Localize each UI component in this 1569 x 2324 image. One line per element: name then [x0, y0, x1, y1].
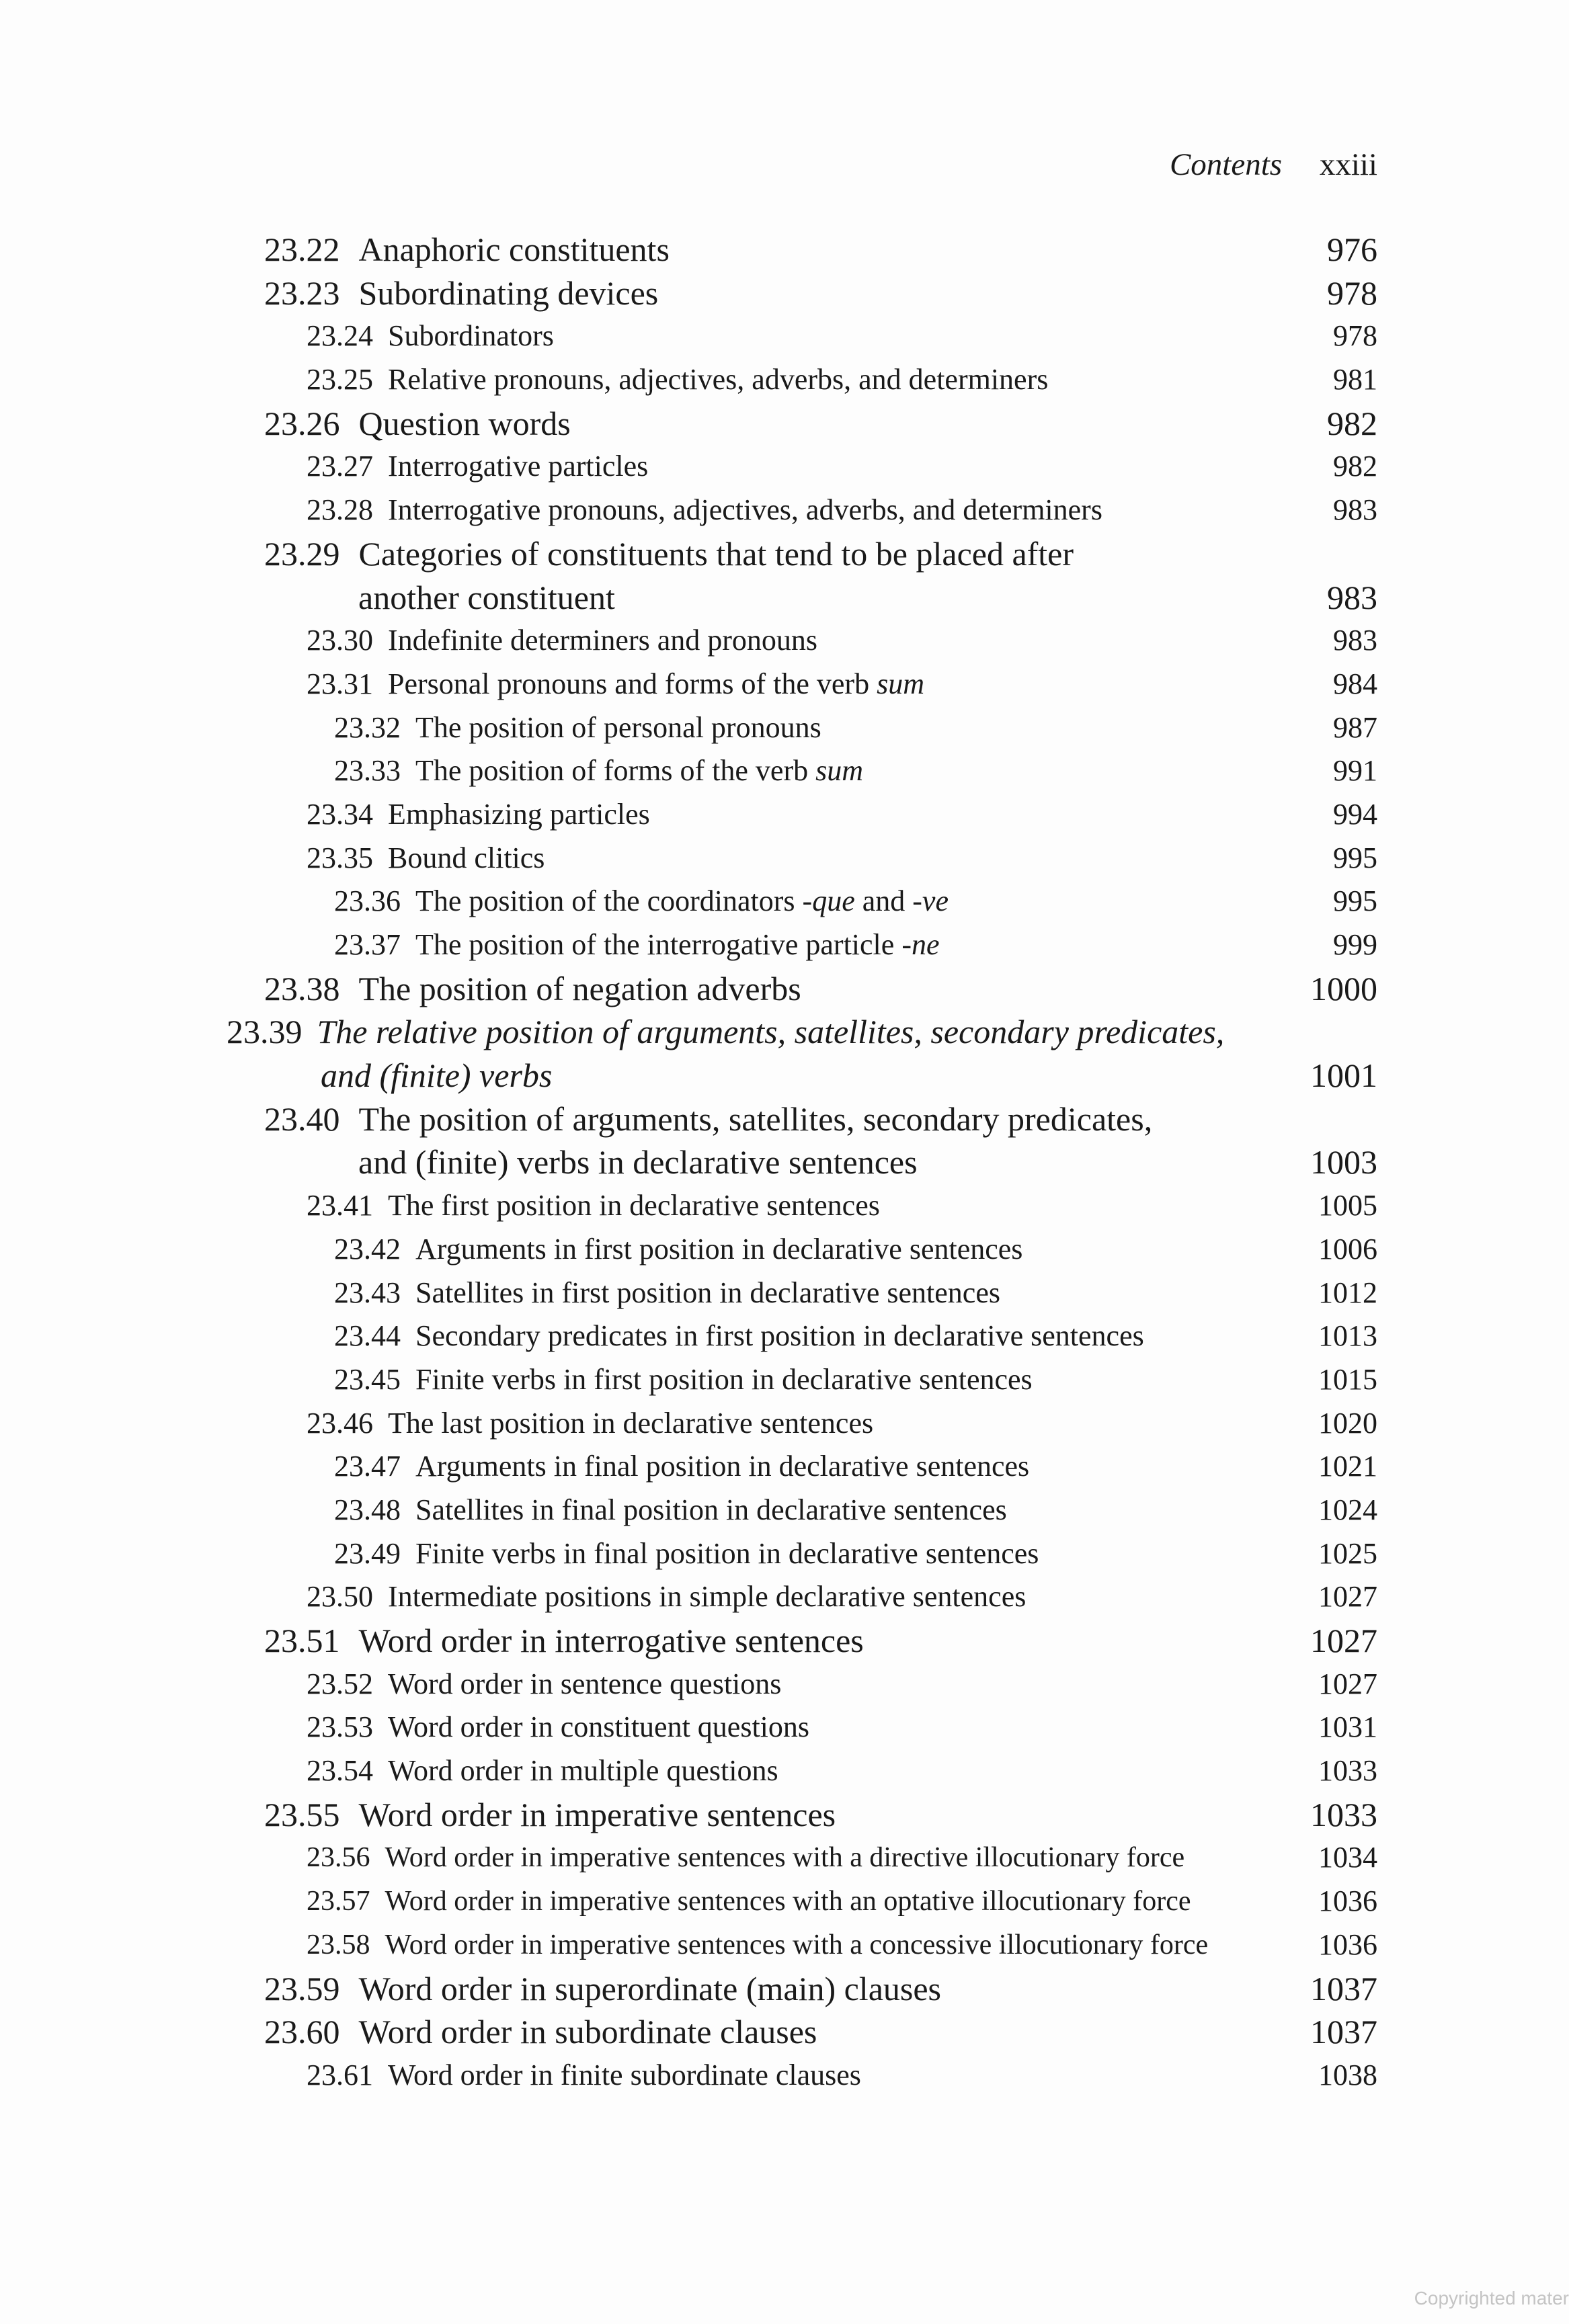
entry-number: 23.57	[307, 1886, 370, 1917]
entry-title: Word order in multiple questions	[388, 1754, 778, 1788]
entry-page: 1034	[1318, 1841, 1377, 1874]
toc-entry	[0, 1315, 1569, 1358]
toc-entry	[0, 1532, 1569, 1576]
entry-title: The last position in declarative sentences	[388, 1406, 874, 1440]
entry-title: The position of personal pronouns	[415, 710, 821, 744]
entry-title: Secondary predicates in first position in declarative sentences	[415, 1319, 1144, 1353]
entry-title: Finite verbs in first position in declarative sentences	[415, 1362, 1033, 1396]
toc-entry	[0, 1575, 1569, 1619]
entry-title: The position of negation adverbs	[358, 969, 801, 1007]
toc-entry	[0, 793, 1569, 837]
entry-title: Word order in constituent questions	[388, 1710, 810, 1744]
entry-page: 1033	[1310, 1795, 1377, 1833]
entry-page: 995	[1333, 841, 1377, 874]
toc-entry	[0, 1010, 1569, 1097]
toc-entry	[0, 1358, 1569, 1402]
entry-number: 23.33	[334, 754, 401, 788]
toc-entry	[0, 967, 1569, 1011]
toc-entry	[0, 532, 1569, 619]
entry-title: Word order in finite subordinate clauses	[388, 2058, 861, 2091]
entry-page: 978	[1327, 274, 1377, 312]
entry-number: 23.34	[307, 797, 373, 831]
toc-entry	[0, 1706, 1569, 1749]
entry-number: 23.23	[264, 274, 340, 312]
entry-page: 983	[1333, 624, 1377, 657]
entry-title: Interrogative pronouns, adjectives, adverbs, and determiners	[388, 493, 1102, 527]
entry-page: 984	[1333, 667, 1377, 700]
entry-number: 23.46	[307, 1406, 373, 1440]
entry-number: 23.22	[264, 231, 340, 268]
entry-title-line2: and (finite) verbs in declarative sentences	[358, 1143, 918, 1181]
entry-number: 23.55	[264, 1795, 340, 1833]
running-header	[1170, 147, 1377, 183]
toc-entry	[0, 228, 1569, 272]
entry-number: 23.32	[334, 710, 401, 744]
entry-number: 23.29	[264, 534, 340, 573]
entry-page: 982	[1327, 404, 1377, 442]
toc-entry	[0, 1967, 1569, 2011]
entry-number: 23.44	[334, 1319, 401, 1353]
entry-page: 995	[1333, 884, 1377, 918]
entry-number: 23.35	[307, 841, 373, 874]
entry-number: 23.28	[307, 493, 373, 527]
entry-number: 23.51	[264, 1622, 340, 1660]
toc-entry	[0, 2054, 1569, 2098]
entry-title-line1: Categories of constituents that tend to be placed after	[358, 534, 1074, 573]
entry-title: The first position in declarative sentences	[388, 1189, 880, 1222]
running-title: Contents	[1169, 147, 1283, 182]
toc-entry	[0, 1880, 1569, 1923]
entry-page: 976	[1327, 230, 1377, 268]
entry-title: Bound clitics	[388, 841, 545, 874]
entry-title: Intermediate positions in simple declarative sentences	[388, 1580, 1027, 1614]
entry-title-line1: The position of arguments, satellites, secondary predicates,	[358, 1099, 1153, 1138]
entry-title: Question words	[358, 404, 571, 442]
entry-number: 23.56	[307, 1842, 370, 1874]
entry-number: 23.38	[264, 969, 340, 1007]
entry-number: 23.31	[307, 667, 373, 700]
entry-page: 999	[1333, 928, 1377, 961]
entry-page: 1027	[1318, 1667, 1377, 1700]
entry-title: Word order in superordinate (main) clauses	[358, 1969, 942, 2007]
toc-entry	[0, 2010, 1569, 2054]
entry-page: 1021	[1318, 1450, 1377, 1483]
entry-title: The position of the coordinators -que and -ve	[415, 884, 949, 918]
entry-page: 987	[1333, 710, 1377, 744]
toc-entry	[0, 1489, 1569, 1532]
toc-entry	[0, 1836, 1569, 1880]
entry-page: 981	[1333, 363, 1377, 397]
toc-entry	[0, 1402, 1569, 1446]
entry-number: 23.39	[227, 1013, 303, 1051]
toc-entry	[0, 402, 1569, 446]
entry-number: 23.47	[334, 1450, 401, 1483]
table-of-contents	[0, 228, 1569, 2244]
toc-entry	[0, 619, 1569, 663]
entry-title: Indefinite determiners and pronouns	[388, 624, 818, 657]
entry-title-italic: -que	[802, 884, 855, 918]
entry-title: The position of the interrogative particle -ne	[415, 928, 940, 962]
entry-page: 994	[1333, 797, 1377, 831]
entry-number: 23.43	[334, 1276, 401, 1309]
entry-title-line2: another constituent	[358, 578, 615, 616]
entry-title: Word order in imperative sentences	[358, 1795, 836, 1833]
entry-title: Word order in imperative sentences with an optative illocutionary force	[385, 1886, 1191, 1917]
entry-number: 23.53	[307, 1710, 373, 1744]
entry-number: 23.54	[307, 1754, 373, 1788]
header-page-number: xxiii	[1319, 147, 1377, 182]
entry-number: 23.41	[307, 1189, 373, 1222]
entry-number: 23.40	[264, 1099, 340, 1138]
toc-entry	[0, 1793, 1569, 1837]
entry-page: 1025	[1318, 1536, 1377, 1570]
entry-title-italic: -ne	[901, 928, 940, 962]
entry-title: Arguments in first position in declarative sentences	[415, 1232, 1023, 1265]
entry-number: 23.26	[264, 404, 340, 442]
toc-entry	[0, 1228, 1569, 1272]
entry-page: 1037	[1310, 2013, 1377, 2051]
entry-title: Satellites in first position in declarative sentences	[415, 1276, 1000, 1309]
entry-page: 1001	[1310, 1056, 1377, 1095]
entry-number: 23.59	[264, 1969, 340, 2007]
toc-entry	[0, 1445, 1569, 1489]
entry-title: Finite verbs in final position in declarative sentences	[415, 1536, 1039, 1570]
entry-page: 1036	[1318, 1884, 1377, 1918]
entry-page: 1036	[1318, 1927, 1377, 1961]
toc-entry	[0, 1272, 1569, 1315]
entry-number: 23.48	[334, 1493, 401, 1526]
toc-entry	[0, 1749, 1569, 1793]
entry-page: 1003	[1310, 1143, 1377, 1181]
toc-entry	[0, 358, 1569, 402]
entry-page: 991	[1333, 754, 1377, 788]
entry-page: 1031	[1318, 1710, 1377, 1744]
toc-entry	[0, 706, 1569, 750]
entry-page: 1038	[1318, 2058, 1377, 2091]
entry-number: 23.36	[334, 884, 401, 918]
entry-page: 1037	[1310, 1969, 1377, 2007]
entry-page: 1033	[1318, 1754, 1377, 1788]
entry-title: Emphasizing particles	[388, 797, 650, 831]
entry-number: 23.61	[307, 2058, 373, 2091]
toc-entry	[0, 837, 1569, 880]
entry-number: 23.60	[264, 2013, 340, 2051]
entry-title: Relative pronouns, adjectives, adverbs, and determiners	[388, 363, 1049, 397]
entry-page: 1013	[1318, 1319, 1377, 1353]
entry-title: Anaphoric constituents	[358, 231, 670, 268]
entry-number: 23.58	[307, 1929, 370, 1960]
entry-title: Interrogative particles	[388, 450, 649, 483]
entry-page: 1006	[1318, 1232, 1377, 1265]
entry-page: 978	[1333, 319, 1377, 353]
toc-entry	[0, 489, 1569, 532]
entry-title: Word order in subordinate clauses	[358, 2013, 817, 2051]
toc-entry	[0, 1184, 1569, 1228]
entry-page: 983	[1333, 493, 1377, 527]
entry-number: 23.25	[307, 363, 373, 397]
entry-page: 1024	[1318, 1493, 1377, 1526]
entry-number: 23.37	[334, 928, 401, 962]
toc-entry	[0, 1923, 1569, 1967]
toc-entry	[0, 1097, 1569, 1184]
entry-title: Word order in sentence questions	[388, 1667, 782, 1700]
toc-entry	[0, 923, 1569, 967]
entry-page: 1015	[1318, 1362, 1377, 1396]
toc-entry	[0, 663, 1569, 706]
entry-title: Word order in imperative sentences with a directive illocutionary force	[385, 1842, 1185, 1874]
entry-page: 982	[1333, 450, 1377, 483]
entry-number: 23.49	[334, 1536, 401, 1570]
entry-title: Word order in imperative sentences with a concessive illocutionary force	[385, 1929, 1209, 1960]
entry-title: Arguments in final position in declarative sentences	[415, 1450, 1030, 1483]
toc-entry	[0, 272, 1569, 315]
entry-title-italic-2: -ve	[912, 884, 949, 918]
toc-entry	[0, 749, 1569, 793]
entry-title-line2: and (finite) verbs	[321, 1056, 553, 1095]
entry-title-italic: sum	[815, 754, 864, 788]
entry-number: 23.52	[307, 1667, 373, 1700]
entry-number: 23.50	[307, 1580, 373, 1614]
entry-title: Personal pronouns and forms of the verb sum	[388, 667, 924, 700]
entry-title: The position of forms of the verb sum	[415, 754, 864, 788]
toc-entry	[0, 445, 1569, 489]
entry-page: 1012	[1318, 1276, 1377, 1309]
copyright-watermark: Copyrighted mater	[1414, 2288, 1569, 2309]
entry-number: 23.24	[307, 319, 373, 353]
entry-page: 1020	[1318, 1406, 1377, 1440]
entry-page: 1005	[1318, 1189, 1377, 1222]
toc-entry	[0, 1663, 1569, 1706]
entry-number: 23.27	[307, 450, 373, 483]
entry-page: 1000	[1310, 969, 1377, 1007]
entry-title: Satellites in final position in declarative sentences	[415, 1493, 1007, 1526]
entry-page: 983	[1327, 578, 1377, 616]
toc-entry	[0, 1619, 1569, 1663]
toc-entry	[0, 880, 1569, 923]
entry-page: 1027	[1310, 1622, 1377, 1660]
entry-page: 1027	[1318, 1580, 1377, 1614]
entry-number: 23.30	[307, 624, 373, 657]
entry-number: 23.42	[334, 1232, 401, 1265]
toc-entry	[0, 315, 1569, 358]
entry-number: 23.45	[334, 1362, 401, 1396]
entry-title-line1: The relative position of arguments, satellites, secondary predicates,	[317, 1013, 1225, 1051]
entry-title: Word order in interrogative sentences	[358, 1622, 864, 1660]
entry-title-italic: sum	[877, 667, 924, 700]
entry-title: Subordinators	[388, 319, 554, 353]
entry-title: Subordinating devices	[358, 274, 659, 312]
